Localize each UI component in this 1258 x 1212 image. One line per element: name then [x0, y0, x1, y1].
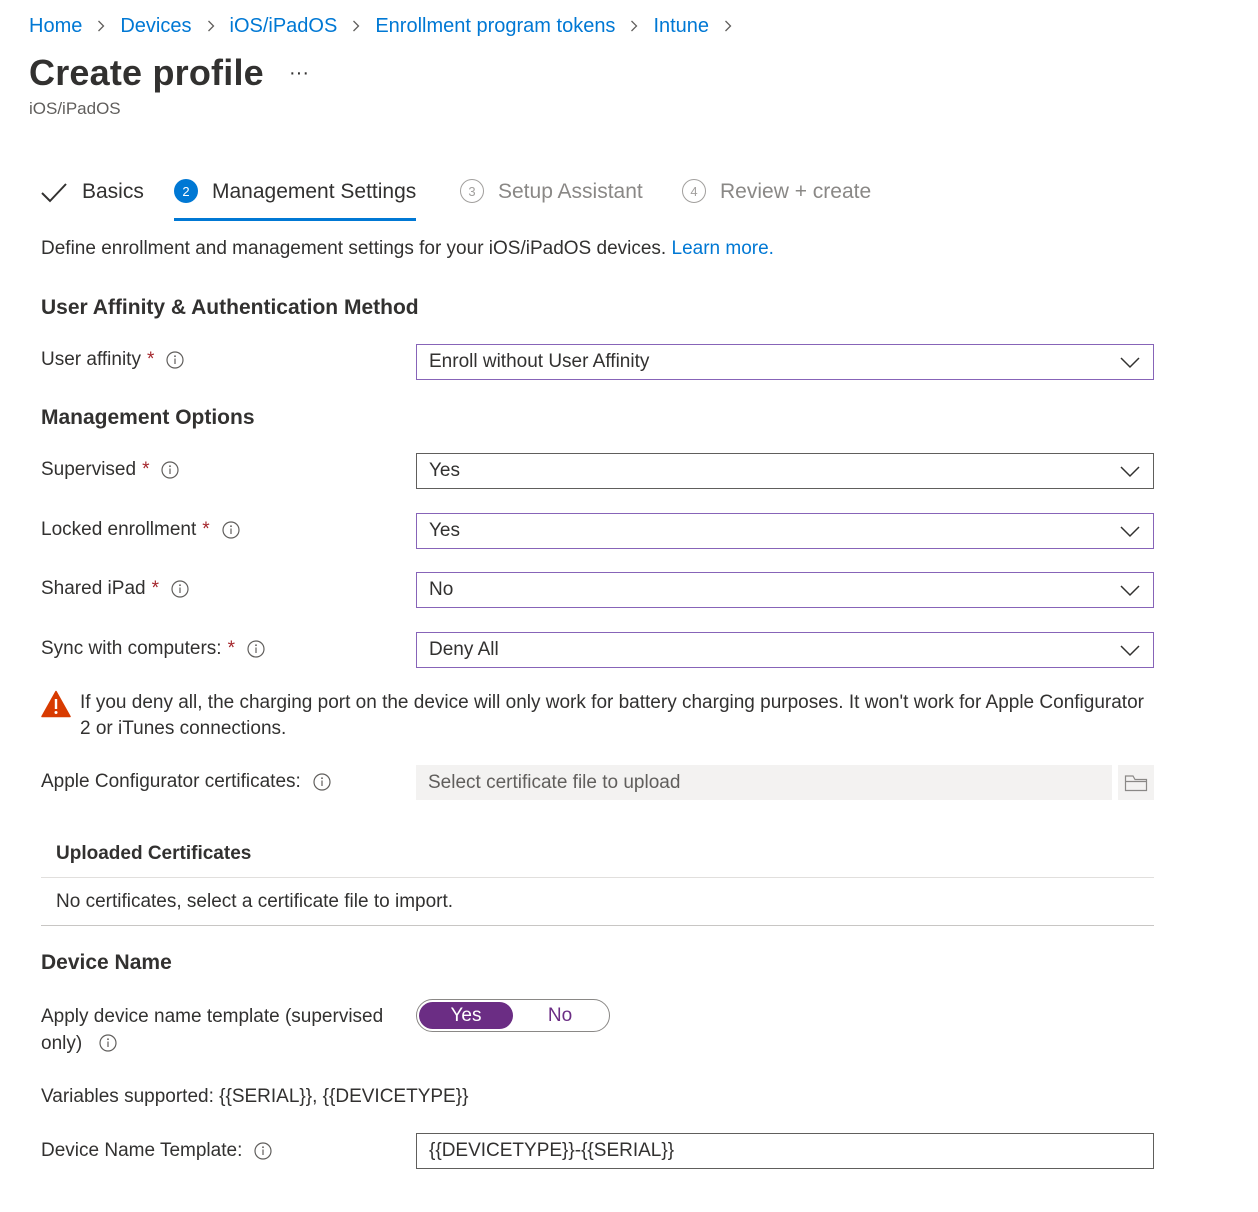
breadcrumb	[29, 12, 747, 40]
apply-template-label	[41, 1003, 401, 1057]
sync-computers-value: Deny All	[429, 639, 499, 660]
tab-basics[interactable]	[40, 172, 144, 218]
variables-supported-text: Variables supported: {{SERIAL}}, {{DEVICETYPE}}	[41, 1086, 469, 1107]
warning-icon	[41, 690, 71, 718]
apply-template-label-text: Apply device name template (supervised only)	[41, 1006, 384, 1054]
section-title-management: Management Options	[41, 406, 255, 429]
breadcrumb-devices[interactable]: Devices	[120, 14, 192, 37]
info-icon[interactable]	[171, 580, 189, 598]
chevron-down-icon	[1119, 351, 1141, 373]
uploaded-certificates-empty: No certificates, select a certificate file to import.	[41, 878, 1154, 926]
locked-enrollment-value: Yes	[429, 520, 460, 541]
sync-computers-label-text: Sync with computers:	[41, 638, 222, 659]
shared-ipad-label-text: Shared iPad	[41, 578, 146, 599]
section-title-device-name: Device Name	[41, 951, 172, 974]
chevron-right-icon	[716, 14, 740, 38]
step-number: 4	[682, 179, 706, 203]
breadcrumb-intune[interactable]: Intune	[653, 14, 710, 37]
uploaded-certificates-header: Uploaded Certificates	[41, 830, 1154, 878]
chevron-right-icon	[344, 14, 368, 38]
supervised-value: Yes	[429, 460, 460, 481]
required-marker: *	[142, 459, 150, 480]
toggle-no-option[interactable]: No	[547, 1004, 573, 1026]
shared-ipad-label	[41, 578, 189, 600]
required-marker: *	[146, 349, 155, 370]
breadcrumb-enrollment-tokens[interactable]: Enrollment program tokens	[375, 14, 616, 37]
configurator-certs-label	[41, 771, 331, 793]
required-marker: *	[202, 519, 210, 540]
breadcrumb-home[interactable]: Home	[29, 14, 83, 37]
required-marker: *	[227, 638, 235, 659]
chevron-right-icon	[199, 14, 223, 38]
user-affinity-label	[41, 349, 184, 371]
shared-ipad-value: No	[429, 579, 454, 600]
folder-icon	[1124, 773, 1148, 793]
locked-enrollment-label	[41, 519, 240, 541]
tab-review-create-label: Review + create	[720, 180, 872, 203]
intro-description: Define enrollment and management settings for your iOS/iPadOS devices.	[41, 238, 667, 259]
certificate-file-placeholder: Select certificate file to upload	[428, 771, 681, 793]
warning-text: If you deny all, the charging port on the device will only work for battery charging purposes. It won't work for Apple Configurator 2 or iTunes connections.	[80, 692, 1144, 739]
browse-file-button[interactable]	[1118, 765, 1154, 800]
page-subtitle: iOS/iPadOS	[29, 99, 121, 118]
chevron-down-icon	[1119, 520, 1141, 542]
chevron-down-icon	[1119, 639, 1141, 661]
more-options-button[interactable]: ···	[289, 61, 309, 84]
user-affinity-dropdown[interactable]	[416, 344, 1154, 380]
supervised-dropdown[interactable]	[416, 453, 1154, 489]
info-icon[interactable]	[254, 1142, 272, 1160]
supervised-label	[41, 459, 179, 481]
chevron-down-icon	[1119, 460, 1141, 482]
shared-ipad-dropdown[interactable]	[416, 572, 1154, 608]
breadcrumb-ios-ipados[interactable]: iOS/iPadOS	[229, 14, 338, 37]
checkmark-icon	[40, 178, 68, 206]
device-name-template-input[interactable]	[416, 1133, 1154, 1169]
certificate-file-input[interactable]	[416, 765, 1112, 800]
sync-warning	[41, 690, 1151, 742]
supervised-label-text: Supervised	[41, 459, 137, 480]
step-number: 3	[460, 179, 484, 203]
learn-more-link[interactable]: Learn more.	[671, 238, 774, 259]
toggle-yes-option[interactable]: Yes	[419, 1002, 513, 1029]
info-icon[interactable]	[161, 461, 179, 479]
sync-computers-label	[41, 638, 265, 660]
sync-computers-dropdown[interactable]	[416, 632, 1154, 668]
info-icon[interactable]	[222, 521, 240, 539]
tab-review-create[interactable]	[682, 172, 871, 218]
device-name-template-label	[41, 1140, 272, 1162]
tab-basics-label: Basics	[82, 180, 144, 203]
step-number: 2	[174, 179, 198, 203]
chevron-right-icon	[89, 14, 113, 38]
section-title-affinity: User Affinity & Authentication Method	[41, 296, 419, 319]
device-name-template-value: {{DEVICETYPE}}-{{SERIAL}}	[429, 1140, 675, 1161]
page-title: Create profile	[29, 52, 264, 93]
info-icon[interactable]	[313, 773, 331, 791]
tab-management-settings[interactable]	[174, 172, 416, 221]
uploaded-certificates-table	[41, 830, 1154, 926]
apply-template-toggle[interactable]	[416, 999, 610, 1032]
tab-management-settings-label: Management Settings	[212, 180, 417, 203]
chevron-down-icon	[1119, 579, 1141, 601]
user-affinity-label-text: User affinity	[41, 349, 141, 370]
locked-enrollment-dropdown[interactable]	[416, 513, 1154, 549]
required-marker: *	[151, 578, 159, 599]
info-icon[interactable]	[247, 640, 265, 658]
tab-setup-assistant[interactable]	[460, 172, 643, 218]
device-name-template-label-text: Device Name Template:	[41, 1140, 243, 1161]
configurator-certs-label-text: Apple Configurator certificates:	[41, 771, 301, 792]
user-affinity-value: Enroll without User Affinity	[429, 351, 650, 372]
info-icon[interactable]	[166, 351, 184, 369]
chevron-right-icon	[622, 14, 646, 38]
tab-setup-assistant-label: Setup Assistant	[498, 180, 643, 203]
locked-enrollment-label-text: Locked enrollment	[41, 519, 197, 540]
info-icon[interactable]	[99, 1034, 117, 1052]
intro-text	[41, 238, 774, 260]
